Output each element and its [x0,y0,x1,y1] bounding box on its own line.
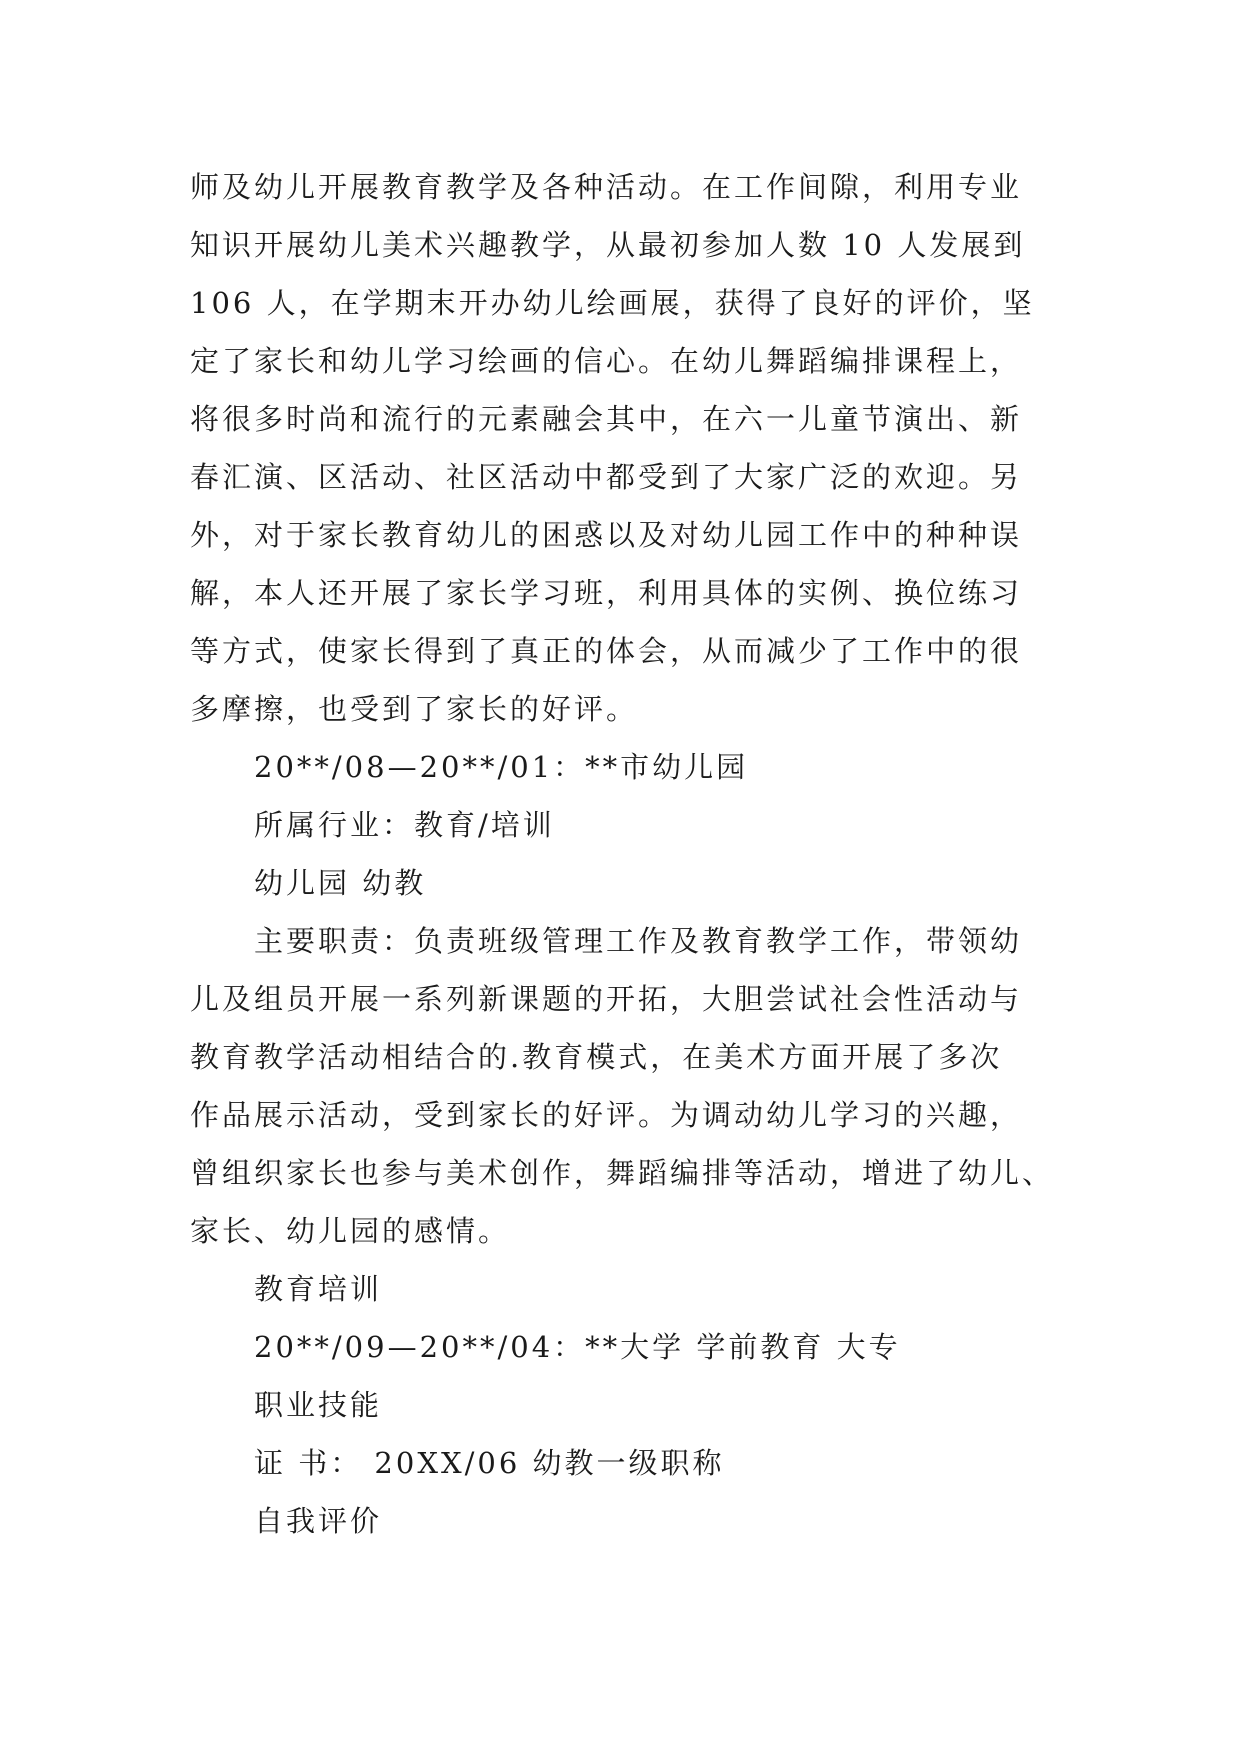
section-heading-self-evaluation: 自我评价 [254,1504,383,1538]
body-text-line: 106 人，在学期末开办幼儿绘画展，获得了良好的评价，坚 [190,286,1035,320]
body-text-line: 知识开展幼儿美术兴趣教学，从最初参加人数 10 人发展到 [190,228,1026,262]
industry-line: 所属行业：教育/培训 [254,808,555,842]
section-heading-education: 教育培训 [254,1272,383,1306]
certificate-line: 证 书： 20XX/06 幼教一级职称 [254,1446,725,1480]
body-text-line: 曾组织家长也参与美术创作，舞蹈编排等活动，增进了幼儿、 [190,1156,1055,1190]
body-text-line: 等方式，使家长得到了真正的体会，从而减少了工作中的很 [190,634,1023,668]
body-text-line: 教育教学活动相结合的.教育模式，在美术方面开展了多次 [190,1040,1003,1074]
body-text-line: 儿及组员开展一系列新课题的开拓，大胆尝试社会性活动与 [190,982,1023,1016]
body-text-line: 解，本人还开展了家长学习班，利用具体的实例、换位练习 [190,576,1023,610]
body-text-line: 春汇演、区活动、社区活动中都受到了大家广泛的欢迎。另 [190,460,1023,494]
body-text-line: 将很多时尚和流行的元素融会其中，在六一儿童节演出、新 [190,402,1023,436]
education-line: 20**/09—20**/04：**大学 学前教育 大专 [254,1330,901,1364]
body-text-line: 定了家长和幼儿学习绘画的信心。在幼儿舞蹈编排课程上， [190,344,1023,378]
section-heading-skills: 职业技能 [254,1388,383,1422]
duties-line: 主要职责：负责班级管理工作及教育教学工作，带领幼 [254,924,1023,958]
body-text-line: 家长、幼儿园的感情。 [190,1214,511,1248]
position-line: 幼儿园 幼教 [254,866,427,900]
body-text-line: 多摩擦，也受到了家长的好评。 [190,692,639,726]
document-body [190,158,1070,1550]
work-period-line: 20**/08—20**/01：**市幼儿园 [254,750,749,784]
body-text-line: 师及幼儿开展教育教学及各种活动。在工作间隙，利用专业 [190,170,1023,204]
body-text-line: 外，对于家长教育幼儿的困惑以及对幼儿园工作中的种种误 [190,518,1023,552]
body-text-line: 作品展示活动，受到家长的好评。为调动幼儿学习的兴趣， [190,1098,1023,1132]
